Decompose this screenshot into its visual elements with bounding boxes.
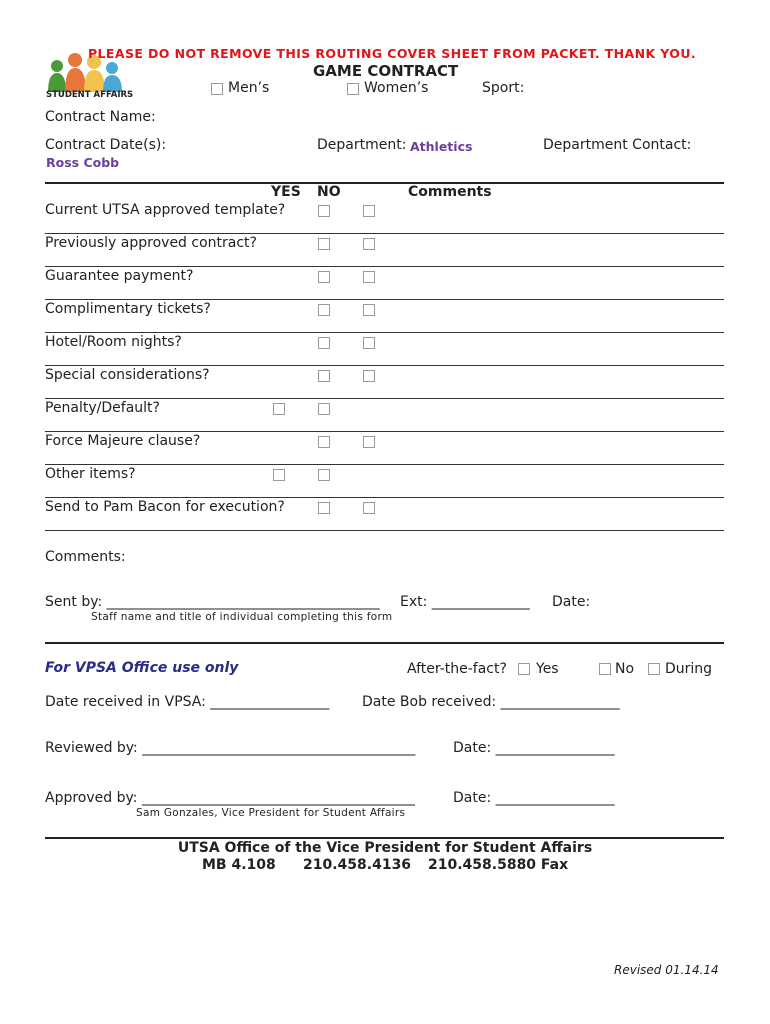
checklist-item-label: Complimentary tickets? xyxy=(45,301,211,317)
date-bob-received-field[interactable]: Date Bob received: _________________ xyxy=(362,694,620,710)
office-name: UTSA Office of the Vice President for Student Affairs xyxy=(177,840,593,856)
no-checkbox[interactable] xyxy=(318,436,330,448)
row-divider xyxy=(45,233,724,234)
row-divider xyxy=(45,332,724,333)
comment-checkbox[interactable] xyxy=(363,370,375,382)
comments-column-header: Comments xyxy=(408,184,492,200)
section-divider xyxy=(45,837,724,839)
logo-text: STUDENT AFFAIRS xyxy=(46,90,134,100)
womens-checkbox[interactable] xyxy=(347,83,359,95)
checklist-item-label: Send to Pam Bacon for execution? xyxy=(45,499,285,515)
office-room: MB 4.108 xyxy=(202,857,276,873)
yes-column-header: YES xyxy=(271,184,301,200)
comment-checkbox[interactable] xyxy=(363,271,375,283)
after-fact-no-label: No xyxy=(615,661,635,677)
no-checkbox[interactable] xyxy=(318,205,330,217)
department-label: Department: xyxy=(317,137,407,153)
sent-date-label: Date: xyxy=(552,594,591,610)
department-contact-label: Department Contact: xyxy=(543,137,692,153)
comment-checkbox[interactable] xyxy=(363,337,375,349)
no-checkbox[interactable] xyxy=(318,271,330,283)
mens-checkbox[interactable] xyxy=(211,83,223,95)
comment-checkbox[interactable] xyxy=(363,436,375,448)
checklist-item-label: Special considerations? xyxy=(45,367,210,383)
mens-label: Men’s xyxy=(228,80,270,96)
comment-checkbox[interactable] xyxy=(363,205,375,217)
comment-checkbox[interactable] xyxy=(363,238,375,250)
row-divider xyxy=(45,497,724,498)
after-fact-no-checkbox[interactable] xyxy=(599,663,611,675)
after-fact-yes-checkbox[interactable] xyxy=(518,663,530,675)
no-checkbox[interactable] xyxy=(318,304,330,316)
row-divider xyxy=(45,299,724,300)
revision-date: Revised 01.14.14 xyxy=(614,963,719,977)
after-fact-yes-label: Yes xyxy=(536,661,559,677)
reviewed-by-field[interactable]: Reviewed by: _______________________________________ xyxy=(45,740,416,756)
row-divider xyxy=(45,266,724,267)
no-column-header: NO xyxy=(317,184,341,200)
routing-notice: PLEASE DO NOT REMOVE THIS ROUTING COVER SHEET FROM PACKET. THANK YOU. xyxy=(88,46,697,61)
no-checkbox[interactable] xyxy=(318,238,330,250)
ext-field[interactable]: Ext: ______________ xyxy=(400,594,530,610)
no-checkbox[interactable] xyxy=(318,403,330,415)
section-divider xyxy=(45,642,724,644)
no-checkbox[interactable] xyxy=(318,502,330,514)
section-divider xyxy=(45,182,724,184)
reviewed-date-field[interactable]: Date: _________________ xyxy=(453,740,615,756)
no-checkbox[interactable] xyxy=(318,370,330,382)
checklist-item-label: Hotel/Room nights? xyxy=(45,334,182,350)
date-received-vpsa-field[interactable]: Date received in VPSA: _________________ xyxy=(45,694,330,710)
checklist-item-label: Previously approved contract? xyxy=(45,235,257,251)
row-divider xyxy=(45,365,724,366)
approved-date-field[interactable]: Date: _________________ xyxy=(453,790,615,806)
checklist-item-label: Guarantee payment? xyxy=(45,268,194,284)
comment-checkbox[interactable] xyxy=(363,502,375,514)
department-contact-value[interactable]: Ross Cobb xyxy=(46,155,120,170)
after-the-fact-label: After-the-fact? xyxy=(407,661,507,677)
approver-caption: Sam Gonzales, Vice President for Student Affairs xyxy=(136,807,406,819)
sent-by-caption: Staff name and title of individual completing this form xyxy=(91,611,393,623)
yes-checkbox[interactable] xyxy=(273,403,285,415)
row-divider xyxy=(45,530,724,531)
no-checkbox[interactable] xyxy=(318,469,330,481)
no-checkbox[interactable] xyxy=(318,337,330,349)
approved-by-field[interactable]: Approved by: _______________________________________ xyxy=(45,790,415,806)
yes-checkbox[interactable] xyxy=(273,469,285,481)
womens-label: Women’s xyxy=(364,80,429,96)
row-divider xyxy=(45,464,724,465)
checklist-item-label: Penalty/Default? xyxy=(45,400,160,416)
department-value[interactable]: Athletics xyxy=(410,139,473,154)
after-fact-during-label: During xyxy=(665,661,713,677)
row-divider xyxy=(45,398,724,399)
checklist-item-label: Force Majeure clause? xyxy=(45,433,201,449)
office-phone: 210.458.4136 xyxy=(303,857,412,873)
comment-checkbox[interactable] xyxy=(363,304,375,316)
sent-by-field[interactable]: Sent by: _______________________________________ xyxy=(45,594,380,610)
office-fax: 210.458.5880 Fax xyxy=(428,857,569,873)
contract-name-label: Contract Name: xyxy=(45,109,156,125)
comments-label: Comments: xyxy=(45,549,126,565)
form-title: GAME CONTRACT xyxy=(313,62,459,80)
sport-label: Sport: xyxy=(482,80,525,96)
row-divider xyxy=(45,431,724,432)
checklist-item-label: Other items? xyxy=(45,466,136,482)
checklist-item-label: Current UTSA approved template? xyxy=(45,202,286,218)
vpsa-office-title: For VPSA Office use only xyxy=(45,660,239,676)
after-fact-during-checkbox[interactable] xyxy=(648,663,660,675)
contract-dates-label: Contract Date(s): xyxy=(45,137,167,153)
